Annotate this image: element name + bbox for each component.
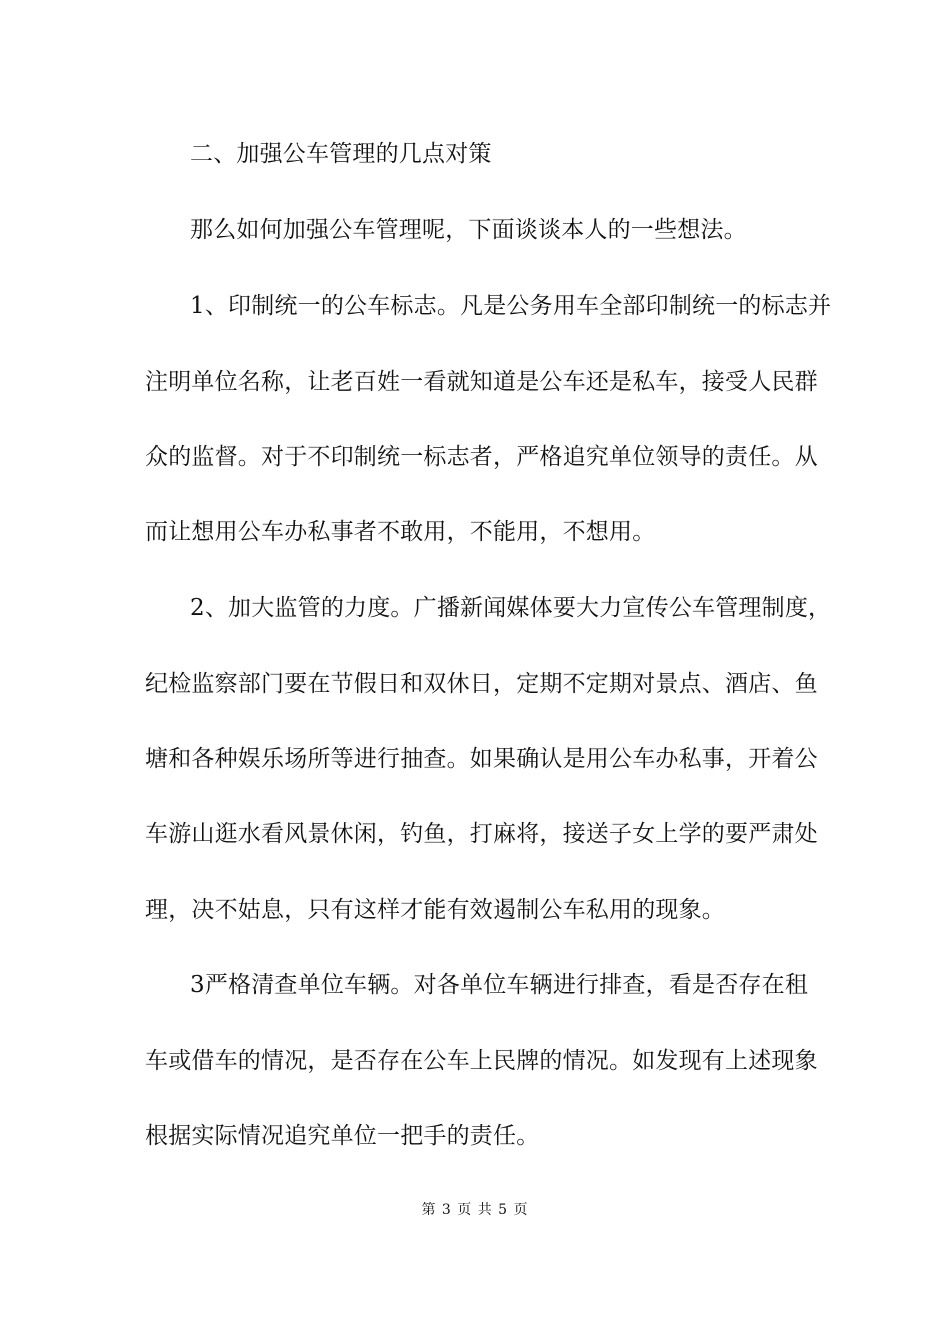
paragraph-1-line-1: 1、印制统一的公车标志。凡是公务用车全部印制统一的标志并 [190, 293, 832, 319]
paragraph-2-line-2: 纪检监察部门要在节假日和双休日，定期不定期对景点、酒店、鱼 [145, 671, 818, 697]
paragraph-2-line-3: 塘和各种娱乐场所等进行抽查。如果确认是用公车办私事，开着公 [145, 746, 818, 772]
paragraph-2-line-4: 车游山逛水看风景休闲，钓鱼，打麻将，接送子女上学的要严肃处 [145, 821, 818, 847]
paragraph-3-line-1: 3严格清查单位车辆。对各单位车辆进行排查，看是否存在租 [190, 972, 809, 998]
paragraph-2-line-1: 2、加大监管的力度。广播新闻媒体要大力宣传公车管理制度， [190, 595, 832, 621]
paragraph-2-line-5: 理，决不姑息，只有这样才能有效遏制公车私用的现象。 [145, 897, 725, 923]
page-number-footer: 第 3 页 共 5 页 [421, 1202, 529, 1218]
paragraph-1-line-2: 注明单位名称，让老百姓一看就知道是公车还是私车，接受人民群 [145, 369, 818, 395]
paragraph-3-line-2: 车或借车的情况，是否存在公车上民牌的情况。如发现有上述现象 [145, 1048, 818, 1074]
section-heading: 二、加强公车管理的几点对策 [190, 141, 492, 167]
paragraph-3-line-3: 根据实际情况追究单位一把手的责任。 [145, 1123, 540, 1149]
paragraph-1-line-3: 众的监督。对于不印制统一标志者，严格追究单位领导的责任。从 [145, 444, 818, 470]
intro-paragraph: 那么如何加强公车管理呢，下面谈谈本人的一些想法。 [190, 217, 747, 243]
paragraph-1-line-4: 而让想用公车办私事者不敢用，不能用，不想用。 [145, 519, 656, 545]
